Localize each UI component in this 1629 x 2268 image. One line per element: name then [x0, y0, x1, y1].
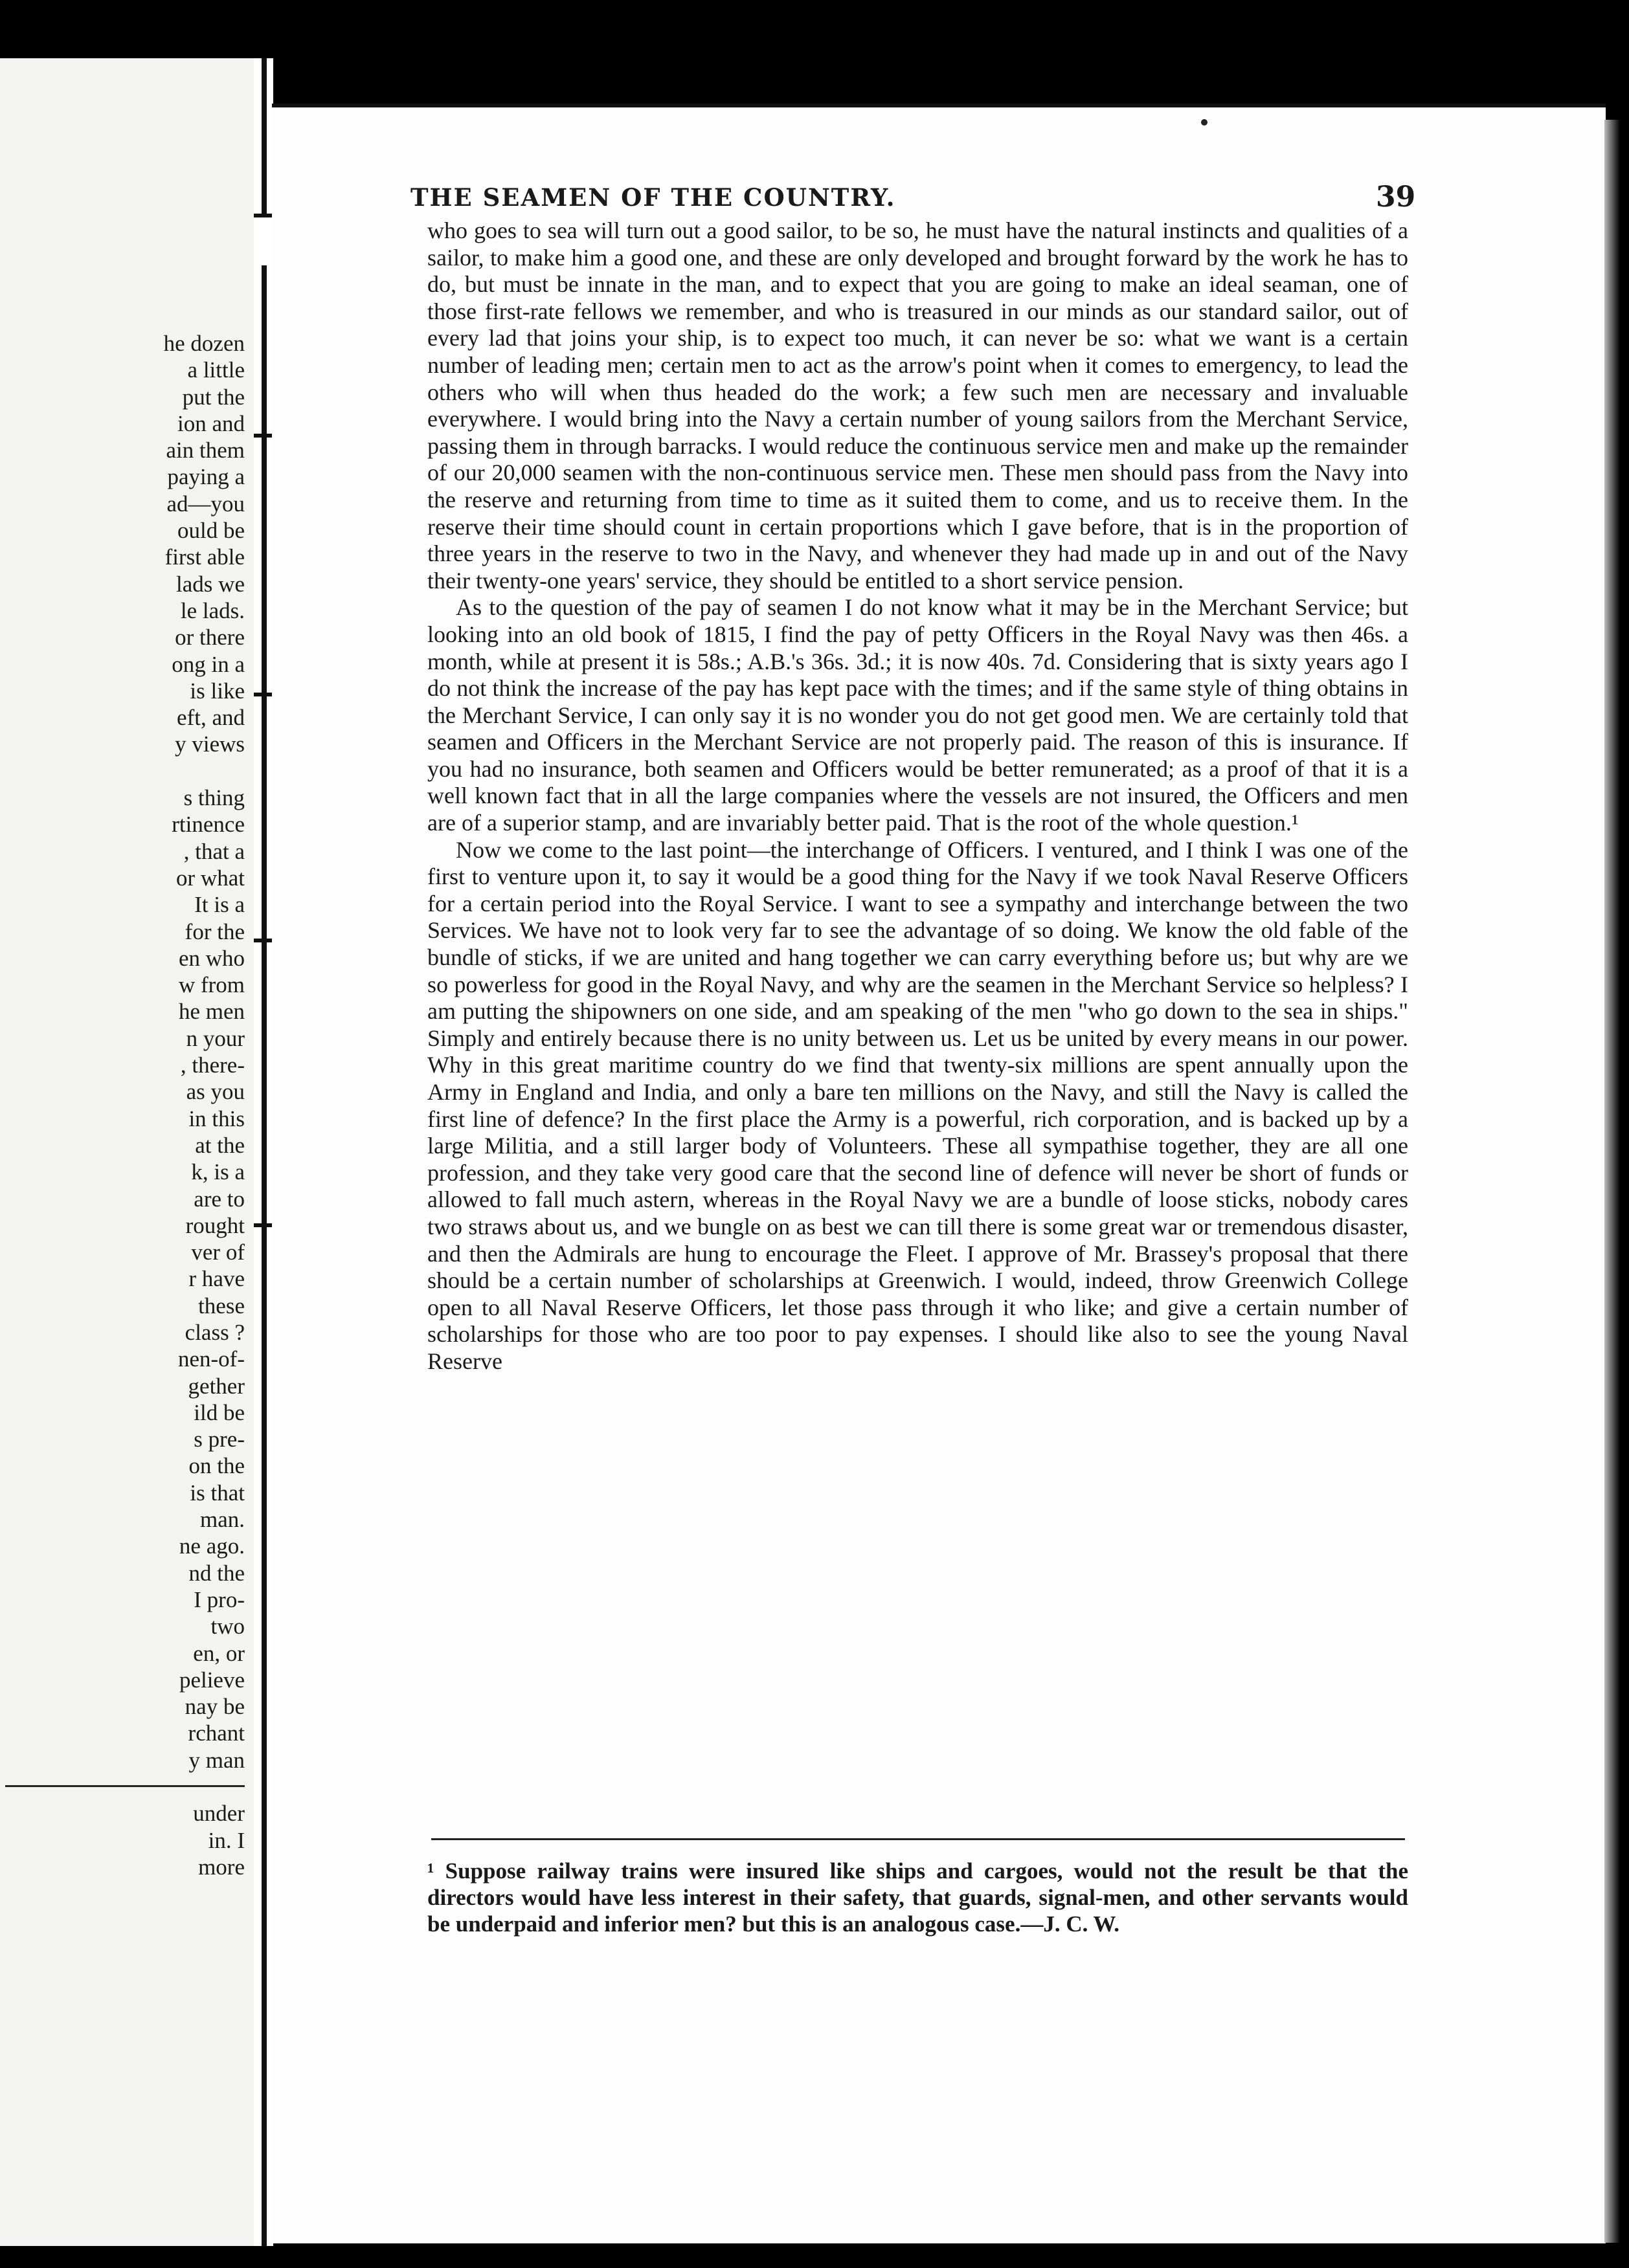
- left-page-line: , that a: [183, 838, 245, 864]
- left-page-line: first able: [164, 544, 245, 570]
- left-page-line: , there-: [180, 1052, 245, 1078]
- left-page-line: ver of: [191, 1240, 245, 1265]
- left-page-line: or there: [175, 625, 245, 650]
- left-page-line: ild be: [194, 1399, 245, 1425]
- page-binding: [254, 58, 273, 2246]
- left-page-line: ong in a: [172, 651, 245, 677]
- left-page-line: he dozen: [163, 331, 245, 356]
- left-page-line: he men: [178, 999, 245, 1025]
- left-page-line: ain them: [166, 438, 245, 463]
- left-page-line: s thing: [183, 785, 245, 811]
- left-page-line: two: [210, 1614, 245, 1640]
- footnote: ¹ Suppose railway trains were insured like ships and cargoes, would not the result be that the directors would have less interest in their safety, that guards, signal-men, and other servants would be underpaid and inferior men? but this is an analogous case.—J. C. W.: [427, 1858, 1408, 1937]
- left-page-line: more: [198, 1854, 245, 1880]
- left-page-line: eft, and: [177, 705, 245, 731]
- left-page-line: nay be: [185, 1694, 245, 1720]
- left-page-line: ne ago.: [179, 1533, 245, 1559]
- left-page-line: in. I: [208, 1827, 245, 1853]
- left-page-line: on the: [188, 1453, 245, 1479]
- left-page-line: rchant: [188, 1720, 245, 1746]
- left-page: [0, 58, 254, 2246]
- left-page-line: put the: [182, 384, 245, 410]
- left-page-line: is that: [190, 1480, 245, 1506]
- left-page-line: under: [193, 1801, 245, 1827]
- left-page-line: k, is a: [191, 1159, 245, 1185]
- left-page-line: le lads.: [180, 597, 245, 623]
- left-page-line: are to: [194, 1186, 245, 1212]
- left-page-line: en, or: [193, 1640, 245, 1666]
- left-page-line: for the: [185, 918, 245, 944]
- left-page-line: pelieve: [179, 1667, 245, 1693]
- left-page-line: or what: [176, 865, 245, 891]
- left-page-line: [0, 758, 245, 784]
- left-page-line: y views: [175, 731, 245, 757]
- left-page-line: ion and: [177, 410, 245, 436]
- left-page-line: these: [198, 1293, 245, 1318]
- page-number: 39: [1376, 181, 1416, 214]
- running-head: THE SEAMEN OF THE COUNTRY.: [410, 183, 896, 212]
- left-page-line: n your: [186, 1025, 245, 1051]
- body-text: [427, 217, 1408, 1375]
- paragraph: As to the question of the pay of seamen I do not know what it may be in the Merchant Service; but looking into an old book of 1815, I find the pay of petty Officers in the Royal Navy was then 46s. a month, while at present it is 58s.; A.B.'s 36s. 3d.; it is now 40s. 7d. Considering that is sixty years ago I do not think the increase of the pay has kept pace with the times; and if the same style of thing obtains in the Merchant Service, I can only say it is no wonder you do not get good men. We are certainly told that seamen and Officers in the Merchant Service are not properly paid. The reason of this is insurance. If you had no insurance, both seamen and Officers would be better remunerated; as a proof of that it is a well known fact that in all the large companies where the vessels are not insured, the Officers and men are of a superior stamp, and are invariably better paid. That is the root of the whole question.¹: [427, 594, 1408, 836]
- left-page-line: r have: [188, 1266, 245, 1292]
- left-page-line: w from: [178, 972, 245, 998]
- left-page-rule: [0, 1773, 245, 1800]
- left-page-line: en who: [178, 945, 245, 971]
- left-page-line: a little: [187, 357, 245, 383]
- left-page-line: ould be: [177, 518, 245, 544]
- left-page-line: gether: [188, 1373, 245, 1399]
- left-page-line: rought: [185, 1212, 245, 1238]
- left-page-line: It is a: [194, 892, 245, 918]
- left-page-line: as you: [186, 1079, 245, 1105]
- left-page-line: in this: [188, 1106, 245, 1131]
- left-page-line: is like: [190, 678, 245, 704]
- left-page-line: nd the: [188, 1560, 245, 1586]
- left-page-text-fragments: [0, 330, 245, 1880]
- paragraph: Now we come to the last point—the interchange of Officers. I ventured, and I think I was one of the first to venture upon it, to say it would be a good thing for the Navy if we took Naval Reserve Officers for a certain period into the Royal Service. I want to see a sympathy and interchange between the two Services. We have not to look very far to see the advantage of so doing. We know the old fable of the bundle of sticks, if we are united and hang together we can carry everything before us; but why are we so powerless for good in the Royal Navy, and why are the seamen in the Merchant Service so helpless? I am putting the shipowners on one side, and am speaking of the men "who go down to the sea in ships." Simply and entirely because there is no unity between us. Let us be united by every means in our power. Why in this great maritime country do we find that twenty-six millions are spent annually upon the Army in England and India, and only a bare ten millions on the Navy, and still the Navy is called the first line of defence? In the first place the Army is a powerful, rich corporation, and is backed up by a large Militia, and a still larger body of Volunteers. These all sympathise together, they are all one profession, and they take very good care that the second line of defence will never be short of funds or allowed to fall much astern, whereas in the Royal Navy we are a bundle of loose sticks, nobody cares two straws about us, and we bungle on as best we can till there is some great war or tremendous disaster, and then the Admirals are hung to encourage the Fleet. I approve of Mr. Brassey's proposal that there should be a certain number of scholarships at Greenwich. I would, indeed, throw Greenwich College open to all Naval Reserve Officers, let those pass through it who like; and give a certain number of scholarships for those who are too poor to pay expenses. I should like also to see the young Naval Reserve: [427, 836, 1408, 1374]
- left-page-line: at the: [195, 1132, 245, 1158]
- left-page-line: I pro-: [194, 1586, 245, 1612]
- paragraph: who goes to sea will turn out a good sailor, to be so, he must have the natural instincts and qualities of a sailor, to make him a good one, and these are only developed and brought forward by the work he has to do, but must be innate in the man, and to expect that you are going to make an ideal seaman, one of those first-rate fellows we remember, and who is treasured in our minds as our standard sailor, out of every lad that joins your ship, is to expect too much, it can never be so: what we want is a certain number of leading men; certain men to act as the arrow's point when it comes to emergency, to lead the others who will when thus headed do the work; a few such men are necessary and invaluable everywhere. I would bring into the Navy a certain number of young sailors from the Merchant Service, passing them in through barracks. I would reduce the continuous service men and make up the remainder of our 20,000 seamen with the non-continuous service men. These men should pass from the Navy into the reserve and returning from time to time as it suited them to come, and us to receive them. In the reserve their time should count in certain proportions which I gave before, that is in the proportion of three years in the reserve to two in the Navy, and whenever they had made up in and out of the Navy their twenty-one years' service, they should be entitled to a short service pension.: [427, 217, 1408, 594]
- footnote-rule: [431, 1838, 1405, 1840]
- ink-speck: [1201, 119, 1208, 126]
- left-page-line: nen-of-: [177, 1346, 245, 1372]
- left-page-line: class ?: [185, 1319, 245, 1345]
- left-page-line: man.: [199, 1507, 245, 1533]
- left-page-line: s pre-: [194, 1427, 245, 1452]
- left-page-line: ad—you: [166, 491, 245, 517]
- left-page-line: rtinence: [172, 812, 245, 838]
- page-edge-shadow: [1604, 120, 1620, 2243]
- left-page-line: y man: [188, 1747, 245, 1773]
- left-page-line: lads we: [176, 571, 245, 597]
- left-page-line: paying a: [167, 464, 245, 490]
